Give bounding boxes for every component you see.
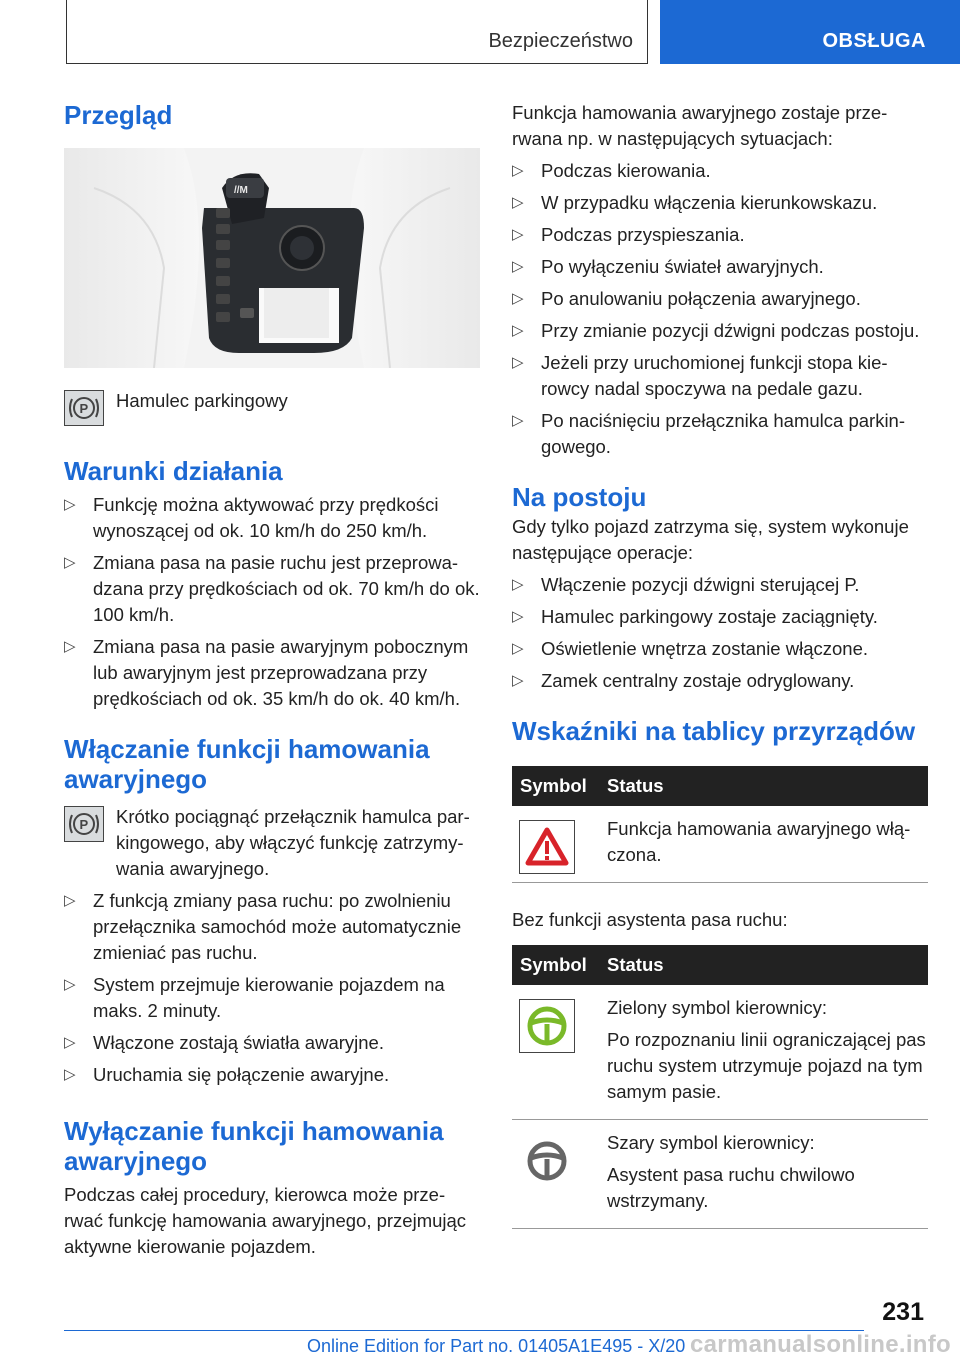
indicator-table-2 — [512, 945, 928, 1229]
heading-overview: Przegląd — [64, 100, 173, 130]
list-item: ▷ Po anulowaniu połączenia awaryjnego. — [512, 286, 928, 312]
page-number: 231 — [882, 1298, 924, 1326]
parking-brake-icon — [64, 390, 104, 426]
deactivate-text: Podczas całej procedury, kierowca może prze-rwać funkcję hamowania awaryjnego, przejmując aktywne kierowanie pojazdem. — [64, 1184, 467, 1257]
list-item: ▷ Po wyłączeniu świateł awaryjnych. — [512, 254, 928, 280]
chapter-title: OBSŁUGA — [822, 30, 926, 52]
heading-deactivate: Wyłączanie funkcji hamowania awaryjnego — [64, 1116, 444, 1176]
activate-list — [64, 888, 480, 1088]
section-tab — [66, 0, 648, 64]
list-item: ▷ Uruchamia się połączenie awaryjne. — [64, 1062, 480, 1088]
interrupt-intro: Funkcja hamowania awaryjnego zostaje prze-rwana np. w następujących sytuacjach: — [512, 102, 888, 149]
parking-brake-icon — [64, 806, 104, 842]
status-text: Funkcja hamowania awaryjnego włą-czona. — [607, 818, 911, 865]
list-item: ▷ Włączone zostają światła awaryjne. — [64, 1030, 480, 1056]
list-item: ▷ Hamulec parkingowy zostaje zaciągnięty. — [512, 604, 928, 630]
edition-text: Online Edition for Part no. 01405A1E495 - X/20 — [307, 1336, 686, 1356]
indicator-table-1 — [512, 766, 928, 883]
status-text: Po rozpoznaniu linii ograniczającej pas ruchu system utrzymuje pojazd na tym samym pasie. — [607, 1029, 926, 1102]
list-item: ▷ Zmiana pasa na pasie ruchu jest przeprowa-dzana przy prędkościach od ok. 70 km/h do ok. 100 km/h. — [64, 550, 480, 628]
page-header — [0, 0, 960, 70]
list-item: ▷ Podczas przyspieszania. — [512, 222, 928, 248]
right-column — [512, 100, 928, 1229]
section-title: Bezpieczeństwo — [488, 30, 633, 52]
heading-conditions: Warunki działania — [64, 456, 283, 486]
no-lane-label: Bez funkcji asystenta pasa ruchu: — [512, 909, 788, 930]
heading-indicators: Wskaźniki na tablicy przyrządów — [512, 716, 916, 746]
svg-text:P: P — [79, 817, 89, 832]
watermark: carmanualsonline.info — [690, 1331, 952, 1358]
warning-triangle-icon — [519, 820, 575, 874]
heading-activate: Włączanie funkcji hamowania awaryjnego — [64, 734, 430, 794]
list-item: ▷ Zmiana pasa na pasie awaryjnym pobocznym lub awaryjnym jest przeprowadzana przy prędkościach od ok. 35 km/h do ok. 40 km/h. — [64, 634, 480, 712]
status-title: Zielony symbol kierownicy: — [607, 997, 828, 1018]
interrupt-list — [512, 158, 928, 460]
table-row — [512, 985, 928, 1120]
list-item: ▷ Jeżeli przy uruchomionej funkcji stopa kie-rowcy nadal spoczywa na pedale gazu. — [512, 350, 928, 402]
steering-wheel-gray-icon — [519, 1134, 575, 1188]
list-item: ▷ Po naciśnięciu przełącznika hamulca parkin-gowego. — [512, 408, 928, 460]
conditions-list — [64, 492, 480, 712]
col-status: Status — [607, 954, 664, 975]
left-column — [64, 100, 480, 1260]
list-item: ▷ Zamek centralny zostaje odryglowany. — [512, 668, 928, 694]
list-item: ▷ Funkcję można aktywować przy prędkości wynoszącej od ok. 10 km/h do 250 km/h. — [64, 492, 480, 544]
list-item: ▷ System przejmuje kierowanie pojazdem na maks. 2 minuty. — [64, 972, 480, 1024]
table-header — [512, 945, 928, 985]
col-status: Status — [607, 775, 664, 796]
list-item: ▷ Włączenie pozycji dźwigni sterującej P. — [512, 572, 928, 598]
center-console-illustration — [64, 148, 480, 368]
list-item: ▷ Przy zmianie pozycji dźwigni podczas postoju. — [512, 318, 928, 344]
svg-text://M: //M — [234, 185, 248, 196]
standstill-intro: Gdy tylko pojazd zatrzyma się, system wykonuje następujące operacje: — [512, 516, 909, 563]
col-symbol: Symbol — [520, 775, 587, 796]
status-text: Asystent pasa ruchu chwilowo wstrzymany. — [607, 1164, 855, 1211]
chapter-tab — [660, 0, 960, 64]
parking-brake-row — [64, 388, 480, 428]
list-item: ▷ Podczas kierowania. — [512, 158, 928, 184]
col-symbol: Symbol — [520, 954, 587, 975]
parking-brake-label: Hamulec parkingowy — [116, 390, 288, 411]
table-row — [512, 806, 928, 883]
activate-text: Krótko pociągnąć przełącznik hamulca par-kingowego, aby włączyć funkcję zatrzymy-wania awaryjnego. — [116, 806, 470, 879]
list-item: ▷ Oświetlenie wnętrza zostanie włączone. — [512, 636, 928, 662]
list-item: ▷ W przypadku włączenia kierunkowskazu. — [512, 190, 928, 216]
svg-text:P: P — [79, 401, 89, 416]
steering-wheel-green-icon — [519, 999, 575, 1053]
activate-row — [64, 804, 480, 882]
standstill-list — [512, 572, 928, 694]
table-row — [512, 1120, 928, 1229]
table-header — [512, 766, 928, 806]
list-item: ▷ Z funkcją zmiany pasa ruchu: po zwolnieniu przełącznika samochód może automatycznie zmieniać pas ruchu. — [64, 888, 480, 966]
center-console-photo — [64, 148, 480, 368]
heading-standstill: Na postoju — [512, 482, 647, 512]
status-title: Szary symbol kierownicy: — [607, 1132, 815, 1153]
